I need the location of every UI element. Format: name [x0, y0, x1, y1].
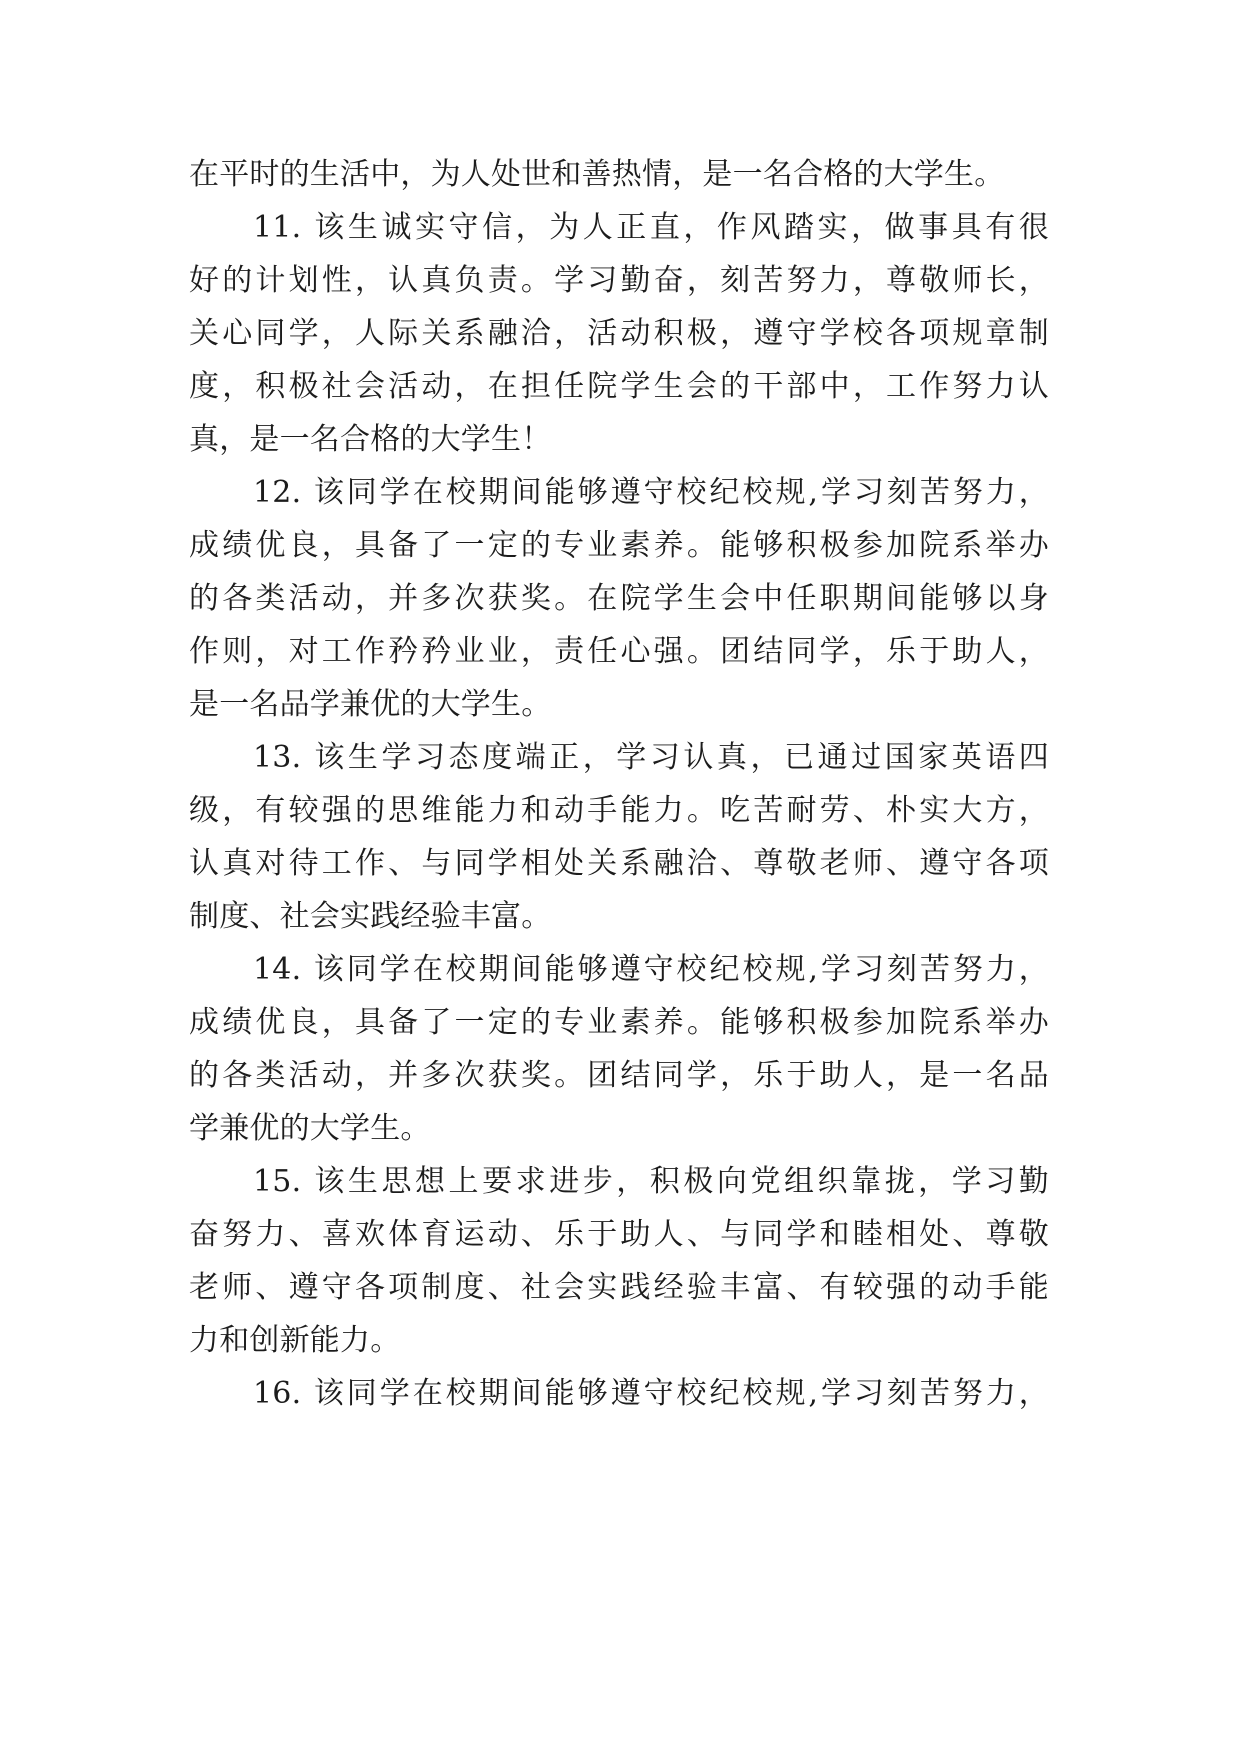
paragraph-line: 级，有较强的思维能力和动手能力。吃苦耐劳、朴实大方，	[189, 793, 1049, 828]
paragraph-line: 11. 该生诚实守信，为人正直，作风踏实，做事具有很	[253, 210, 1049, 245]
paragraph-line: 好的计划性，认真负责。学习勤奋，刻苦努力，尊敬师长，	[189, 263, 1049, 298]
paragraph-line: 14. 该同学在校期间能够遵守校纪校规,学习刻苦努力，	[253, 952, 1049, 987]
paragraph-line: 奋努力、喜欢体育运动、乐于助人、与同学和睦相处、尊敬	[189, 1217, 1049, 1252]
paragraph-line: 老师、遵守各项制度、社会实践经验丰富、有较强的动手能	[189, 1270, 1049, 1305]
paragraph-line: 12. 该同学在校期间能够遵守校纪校规,学习刻苦努力，	[253, 475, 1049, 510]
paragraph-line: 度，积极社会活动，在担任院学生会的干部中，工作努力认	[189, 369, 1049, 404]
paragraph-line: 16. 该同学在校期间能够遵守校纪校规,学习刻苦努力，	[253, 1376, 1049, 1411]
paragraph-line: 的各类活动，并多次获奖。团结同学，乐于助人，是一名品	[189, 1058, 1049, 1093]
paragraph-line: 在平时的生活中，为人处世和善热情，是一名合格的大学生。	[189, 157, 1005, 192]
paragraph-line: 关心同学，人际关系融洽，活动积极，遵守学校各项规章制	[189, 316, 1049, 351]
paragraph-line: 15. 该生思想上要求进步，积极向党组织靠拢，学习勤	[253, 1164, 1049, 1199]
paragraph-line: 作则，对工作矜矜业业，责任心强。团结同学，乐于助人，	[189, 634, 1049, 669]
paragraph-line: 认真对待工作、与同学相处关系融洽、尊敬老师、遵守各项	[189, 846, 1049, 881]
paragraph-line: 力和创新能力。	[189, 1323, 401, 1358]
paragraph-line: 成绩优良，具备了一定的专业素养。能够积极参加院系举办	[189, 1005, 1049, 1040]
paragraph-line: 真，是一名合格的大学生！	[189, 422, 552, 457]
paragraph-line: 成绩优良，具备了一定的专业素养。能够积极参加院系举办	[189, 528, 1049, 563]
paragraph-line: 是一名品学兼优的大学生。	[189, 687, 552, 722]
paragraph-line: 13. 该生学习态度端正，学习认真，已通过国家英语四	[253, 740, 1049, 775]
paragraph-line: 制度、社会实践经验丰富。	[189, 899, 552, 934]
paragraph-line: 学兼优的大学生。	[189, 1111, 431, 1146]
paragraph-line: 的各类活动，并多次获奖。在院学生会中任职期间能够以身	[189, 581, 1049, 616]
